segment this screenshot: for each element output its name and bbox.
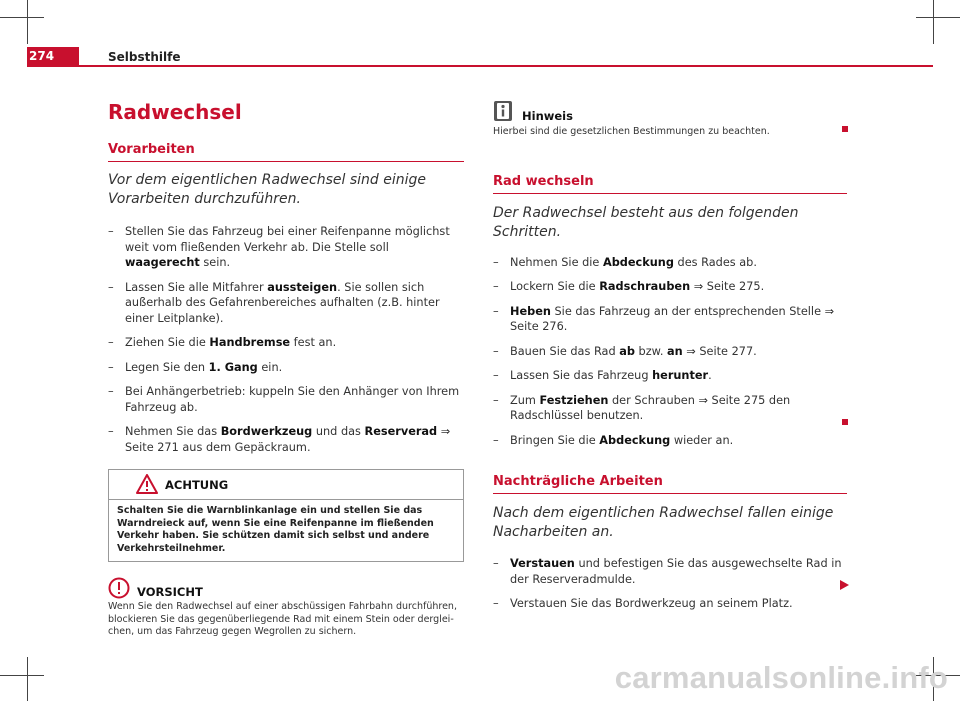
list-item: – Verstauen Sie das Bordwerkzeug an seinem Platz. <box>493 597 793 610</box>
section-end-mark <box>842 126 848 132</box>
info-note <box>493 100 847 139</box>
warning-title: ACHTUNG <box>165 478 229 492</box>
step-list <box>493 556 847 612</box>
watermark: carmanualsonline.info <box>614 660 948 695</box>
section-heading-rad-wechseln: Rad wechseln <box>493 174 847 194</box>
right-column <box>493 100 847 621</box>
list-item: – Lassen Sie alle Mitfahrer aussteigen. Sie sollen sich außerhalb des Gefahrenbereiches aufhalten (z.B. hinter einer Leitplanke). <box>108 280 440 325</box>
crop-mark <box>916 17 960 18</box>
list-item: – Legen Sie den 1. Gang ein. <box>108 360 283 374</box>
step-list <box>108 224 464 455</box>
warning-header <box>109 470 463 500</box>
section-title: Selbsthilfe <box>108 50 181 64</box>
section-intro: Nach dem eigentlichen Radwechsel fallen einige Nacharbeiten an. <box>493 505 834 540</box>
section-heading-vorarbeiten: Vorarbeiten <box>108 142 464 162</box>
note-text: Hierbei sind die gesetzlichen Bestimmungen zu beachten. <box>493 126 770 137</box>
info-icon <box>493 100 513 122</box>
section-intro: Der Radwechsel besteht aus den folgenden Schritten. <box>493 204 799 240</box>
section-intro: Vor dem eigentlichen Radwechsel sind einige Vorarbeiten durchzuführen. <box>108 172 427 207</box>
crop-mark <box>27 0 28 44</box>
step-list <box>493 255 847 449</box>
section-end-mark <box>842 419 848 425</box>
warning-triangle-icon <box>136 474 158 494</box>
list-item: – Ziehen Sie die Handbremse fest an. <box>108 336 337 349</box>
list-item: – Lockern Sie die Radschrauben ⇒ Seite 275. <box>493 280 765 293</box>
continue-arrow-icon <box>840 580 849 590</box>
caution-note <box>108 577 464 639</box>
section-heading-nachtraegliche-arbeiten: Nachträgliche Arbeiten <box>493 474 847 494</box>
note-title: Hinweis <box>522 109 573 123</box>
exclamation-circle-icon <box>108 577 130 599</box>
caution-title: VORSICHT <box>137 585 203 599</box>
list-item: – Bei Anhängerbetrieb: kuppeln Sie den Anhänger von Ihrem Fahrzeug ab. <box>108 385 460 414</box>
page-heading: Radwechsel <box>108 100 242 124</box>
list-item: – Stellen Sie das Fahrzeug bei einer Reifenpanne möglichst weit vom fließenden Verkehr ab. Die Stelle soll waagerecht sein. <box>108 225 450 269</box>
list-item: – Zum Festziehen der Schrauben ⇒ Seite 275 den Radschlüssel benutzen. <box>493 393 791 422</box>
list-item: – Nehmen Sie das Bordwerkzeug und das Reserverad ⇒ Seite 271 aus dem Gepäckraum. <box>108 425 451 454</box>
list-item: – Verstauen und befestigen Sie das ausgewechselte Rad in der Reserveradmulde. <box>493 557 842 586</box>
warning-text: Schalten Sie die Warnblinkanlage ein und stellen Sie das Warndreieck auf, wenn Sie eine Reifenpanne im fließenden Verkehr haben. Sie schützen damit sich selbst und andere Verkehrsteilnehmer. <box>117 505 434 554</box>
crop-mark <box>0 17 44 18</box>
warning-box <box>108 469 464 562</box>
header-rule <box>27 65 933 67</box>
list-item: – Bringen Sie die Abdeckung wieder an. <box>493 433 734 447</box>
left-column <box>108 100 464 639</box>
list-item: – Nehmen Sie die Abdeckung des Rades ab. <box>493 255 757 269</box>
list-item: – Bauen Sie das Rad ab bzw. an ⇒ Seite 277. <box>493 344 757 358</box>
caution-text: Wenn Sie den Radwechsel auf einer abschüssigen Fahrbahn durchführen, blockieren Sie das gegenüberliegende Rad mit einem Stein oder dergleichen, um das Fahrzeug gegen Wegrollen zu sichern. <box>108 601 457 637</box>
crop-mark <box>933 0 934 44</box>
page-number: 274 <box>29 49 55 63</box>
list-item: – Lassen Sie das Fahrzeug herunter. <box>493 369 712 382</box>
list-item: – Heben Sie das Fahrzeug an der entsprechenden Stelle ⇒ Seite 276. <box>493 304 835 333</box>
crop-mark <box>0 675 44 676</box>
crop-mark <box>27 657 28 701</box>
